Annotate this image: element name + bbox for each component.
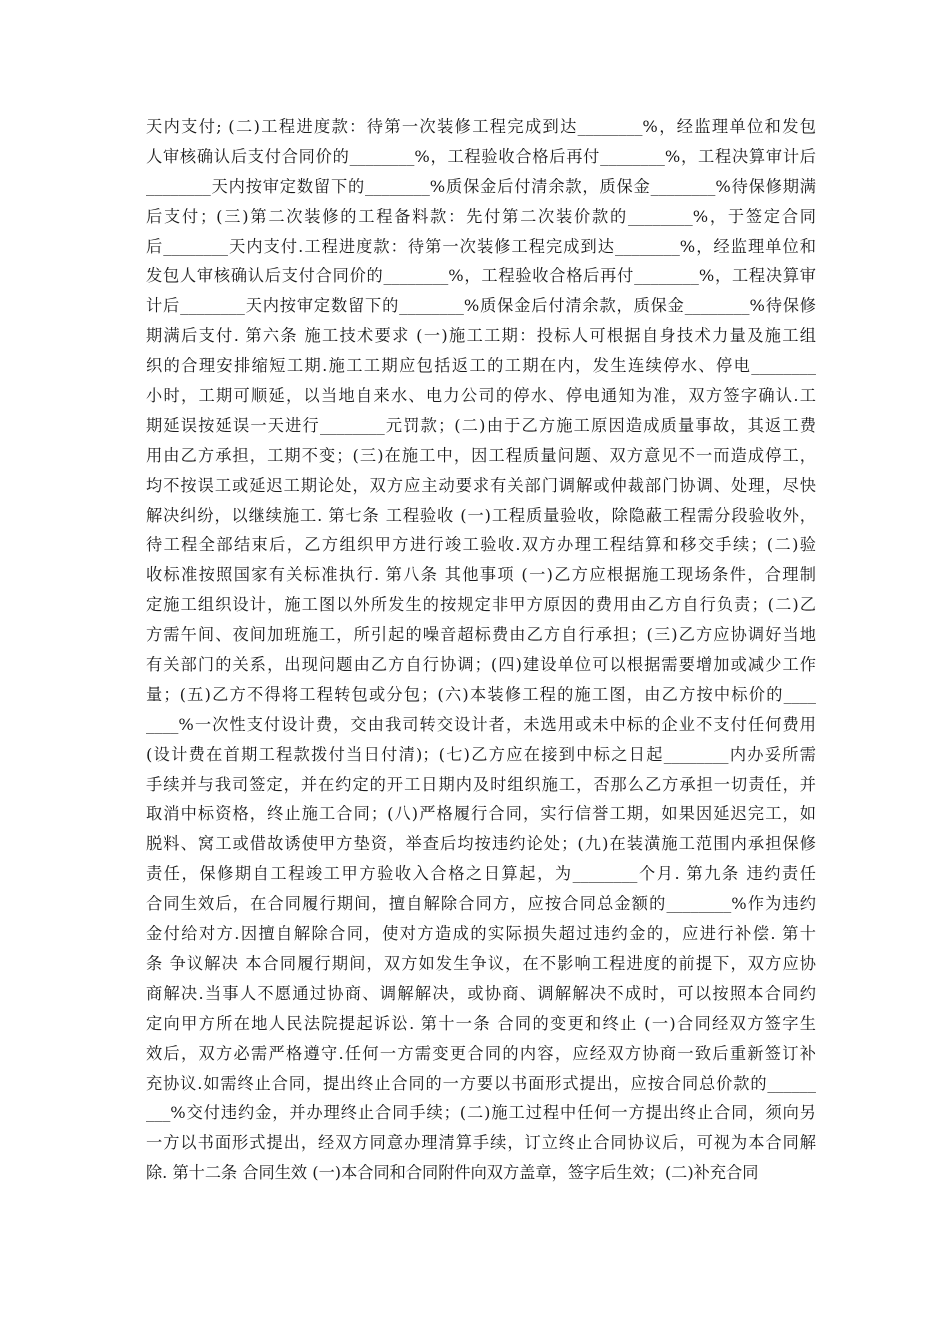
text-line: 定向甲方所在地人民法院提起诉讼. 第十一条 合同的变更和终止 (一)合同经双方签字生 <box>146 1013 816 1033</box>
text-line: 定施工组织设计，施工图以外所发生的按规定非甲方原因的费用由乙方自行负责；(二)乙 <box>146 595 816 615</box>
text-line: 金付给对方.因擅自解除合同，使对方造成的实际损失超过违约金的，应进行补偿. 第十 <box>146 924 816 944</box>
text-line: 天内支付; (二)工程进度款：待第一次装修工程完成到达________%，经监理单位和发包 <box>146 117 816 136</box>
text-line: 条 争议解决 本合同履行期间，双方如发生争议，在不影响工程进度的前提下，双方应协 <box>146 953 816 973</box>
text-line: ____%一次性支付设计费，交由我司转交设计者，未选用或未中标的企业不支付任何费用 <box>146 714 816 734</box>
text-line: 脱料、窝工或借故诱使甲方垫资，举查后均按违约论处；(九)在装潢施工范围内承担保修 <box>146 834 816 854</box>
text-line: 一方以书面形式提出，经双方同意办理清算手续，订立终止合同协议后，可视为本合同解 <box>146 1133 816 1153</box>
text-line: 用由乙方承担，工期不变；(三)在施工中，因工程质量问题、双方意见不一而造成停工， <box>146 445 816 465</box>
text-line: 期延误按延误一天进行________元罚款；(二)由于乙方施工原因造成质量事故，其返工费 <box>146 415 816 435</box>
text-line: 人审核确认后支付合同价的________%，工程验收合格后再付________%，工程决算审计后 <box>146 146 816 166</box>
text-line: 解决纠纷，以继续施工. 第七条 工程验收 (一)工程质量验收，除隐蔽工程需分段验收外， <box>146 505 816 525</box>
contract-body-text <box>146 112 816 1188</box>
text-line: 责任，保修期自工程竣工甲方验收入合格之日算起，为________个月. 第九条 违约责任 <box>146 864 816 884</box>
text-line: 效后，双方必需严格遵守.任何一方需变更合同的内容，应经双方协商一致后重新签订补 <box>146 1043 816 1063</box>
text-line: (设计费在首期工程款拨付当日付清)；(七)乙方应在接到中标之日起________内办妥所需 <box>146 744 816 764</box>
text-line: 有关部门的关系，出现问题由乙方自行协调；(四)建设单位可以根据需要增加或减少工作 <box>146 655 816 675</box>
text-line: 量；(五)乙方不得将工程转包或分包；(六)本装修工程的施工图，由乙方按中标价的____ <box>146 684 816 704</box>
text-line: 计后________天内按审定数留下的________%质保金后付清余款，质保金________%待保修 <box>146 296 816 316</box>
text-line: 小时，工期可顺延，以当地自来水、电力公司的停水、停电通知为准，双方签字确认.工 <box>146 386 816 406</box>
text-line: ___%交付违约金，并办理终止合同手续；(二)施工过程中任何一方提出终止合同，须向另 <box>146 1103 816 1123</box>
text-line: 方需午间、夜间加班施工，所引起的噪音超标费由乙方自行承担；(三)乙方应协调好当地 <box>146 625 816 645</box>
text-line: 后支付；(三)第二次装修的工程备料款：先付第二次装价款的________%，于签定合同 <box>146 206 816 226</box>
text-line: 手续并与我司签定，并在约定的开工日期内及时组织施工，否那么乙方承担一切责任，并 <box>146 774 816 794</box>
text-line: 合同生效后，在合同履行期间，擅自解除合同方，应按合同总金额的________%作为违约 <box>146 894 816 914</box>
text-line: 除. 第十二条 合同生效 (一)本合同和合同附件向双方盖章，签字后生效；(二)补充合同 <box>146 1163 759 1183</box>
text-line: 期满后支付. 第六条 施工技术要求 (一)施工工期：投标人可根据自身技术力量及施工组 <box>146 326 816 346</box>
text-line: 织的合理安排缩短工期.施工工期应包括返工的工期在内，发生连续停水、停电________ <box>146 356 816 376</box>
text-line: 发包人审核确认后支付合同价的________%，工程验收合格后再付________%，工程决算审 <box>146 266 816 286</box>
text-line: 商解决.当事人不愿通过协商、调解解决，或协商、调解解决不成时，可以按照本合同约 <box>146 983 816 1003</box>
text-line: 取消中标资格，终止施工合同；(八)严格履行合同，实行信誉工期，如果因延迟完工，如 <box>146 804 816 824</box>
text-line: ________天内按审定数留下的________%质保金后付清余款，质保金________%待保修期满 <box>146 176 816 196</box>
text-line: 收标准按照国家有关标准执行. 第八条 其他事项 (一)乙方应根据施工现场条件，合理制 <box>146 565 816 585</box>
text-line: 均不按误工或延迟工期论处，双方应主动要求有关部门调解或仲裁部门协调、处理，尽快 <box>146 475 816 495</box>
text-line: 充协议.如需终止合同，提出终止合同的一方要以书面形式提出，应按合同总价款的______ <box>146 1073 816 1093</box>
text-line: 待工程全部结束后，乙方组织甲方进行竣工验收.双方办理工程结算和移交手续；(二)验 <box>146 535 816 555</box>
text-line: 后________天内支付.工程进度款：待第一次装修工程完成到达________%，经监理单位和 <box>146 236 816 256</box>
